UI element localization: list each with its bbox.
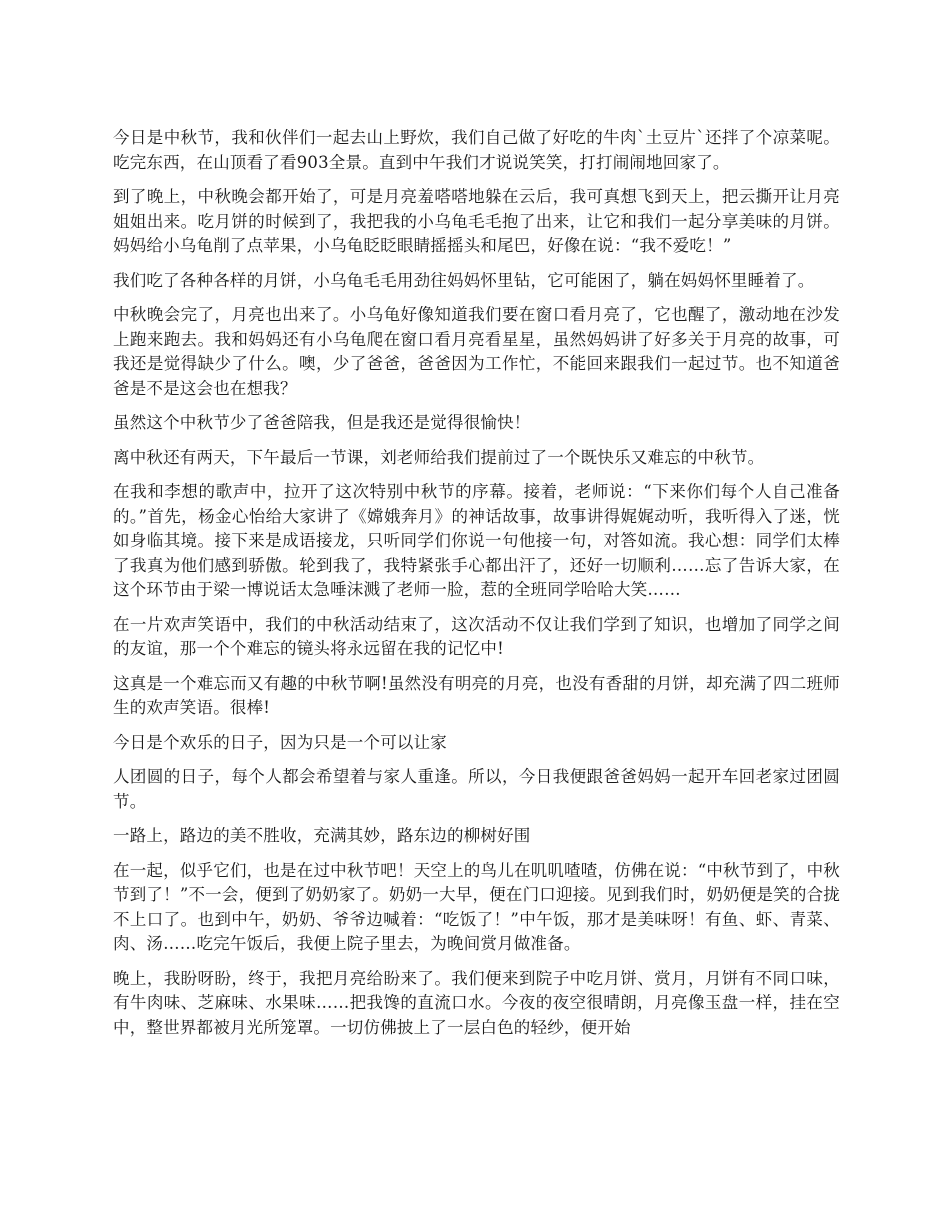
paragraph: 在一片欢声笑语中，我们的中秋活动结束了，这次活动不仅让我们学到了知识，也增加了同学之间的友谊，那一个个难忘的镜头将永远留在我的记忆中! (113, 614, 840, 658)
paragraph: 在我和李想的歌声中，拉开了这次特别中秋节的序幕。接着，老师说：“下来你们每个人自己准备的。”首先，杨金心怡给大家讲了《嫦娥奔月》的神话故事，故事讲得娓娓动听，我听得入了迷，恍如身临其境。接下来是成语接龙，只听同学们你说一句他接一句，对答如流。我心想：同学们太棒了我真为他们感到骄傲。轮到我了，我特紧张手心都出汗了，还好一切顺利……忘了告诉大家，在这个环节由于梁一博说话太急唾沫溅了老师一脸，惹的全班同学哈哈大笑…… (113, 482, 840, 599)
paragraph: 晚上，我盼呀盼，终于，我把月亮给盼来了。我们便来到院子中吃月饼、赏月，月饼有不同口味，有牛肉味、芝麻味、水果味……把我馋的直流口水。今夜的夜空很晴朗，月亮像玉盘一样，挂在空中，整世界都被月光所笼罩。一切仿佛披上了一层白色的轻纱，便开始 (113, 968, 840, 1037)
paragraph: 中秋晚会完了，月亮也出来了。小乌龟好像知道我们要在窗口看月亮了，它也醒了，激动地在沙发上跑来跑去。我和妈妈还有小乌龟爬在窗口看月亮看星星，虽然妈妈讲了好多关于月亮的故事，可我还是觉得缺少了什么。噢，少了爸爸，爸爸因为工作忙，不能回来跟我们一起过节。也不知道爸爸是不是这会也在想我？ (113, 305, 840, 398)
paragraph: 今日是个欢乐的日子，因为只是一个可以让家 (113, 732, 447, 752)
paragraph: 我们吃了各种各样的月饼，小乌龟毛毛用劲往妈妈怀里钻，它可能困了，躺在妈妈怀里睡着了。 (113, 270, 815, 290)
paragraph: 离中秋还有两天，下午最后一节课，刘老师给我们提前过了一个既快乐又难忘的中秋节。 (113, 447, 765, 467)
document-body (113, 126, 840, 1050)
paragraph: 虽然这个中秋节少了爸爸陪我，但是我还是觉得很愉快！ (113, 413, 531, 432)
paragraph: 到了晚上，中秋晚会都开始了，可是月亮羞嗒嗒地躲在云后，我可真想飞到天上，把云撕开让月亮姐姐出来。吃月饼的时候到了，我把我的小乌龟毛毛抱了出来，让它和我们一起分享美味的月饼。妈妈给小乌龟削了点苹果，小乌龟眨眨眼睛摇摇头和尾巴，好像在说：“我不爱吃！” (113, 187, 840, 255)
paragraph: 今日是中秋节，我和伙伴们一起去山上野炊，我们自己做了好吃的牛肉`土豆片`还拌了个凉菜呢。吃完东西，在山顶看了看903全景。直到中午我们才说说笑笑，打打闹闹地回家了。 (113, 128, 840, 172)
paragraph: 一路上，路边的美不胜收，充满其妙，路东边的柳树好围 (113, 826, 531, 845)
paragraph: 这真是一个难忘而又有趣的中秋节啊!虽然没有明亮的月亮，也没有香甜的月饼，却充满了四二班师生的欢声笑语。很棒! (113, 673, 840, 717)
paragraph: 人团圆的日子，每个人都会希望着与家人重逢。所以，今日我便跟爸爸妈妈一起开车回老家过团圆节。 (113, 767, 840, 811)
paragraph: 在一起，似乎它们，也是在过中秋节吧！天空上的鸟儿在叽叽喳喳，仿佛在说：“中秋节到了，中秋节到了！”不一会，便到了奶奶家了。奶奶一大早，便在门口迎接。见到我们时，奶奶便是笑的合拢不上口了。也到中午，奶奶、爷爷边喊着：“吃饭了！”中午饭，那才是美味呀！有鱼、虾、青菜、肉、汤……吃完午饭后，我便上院子里去，为晚间赏月做准备。 (113, 860, 840, 953)
